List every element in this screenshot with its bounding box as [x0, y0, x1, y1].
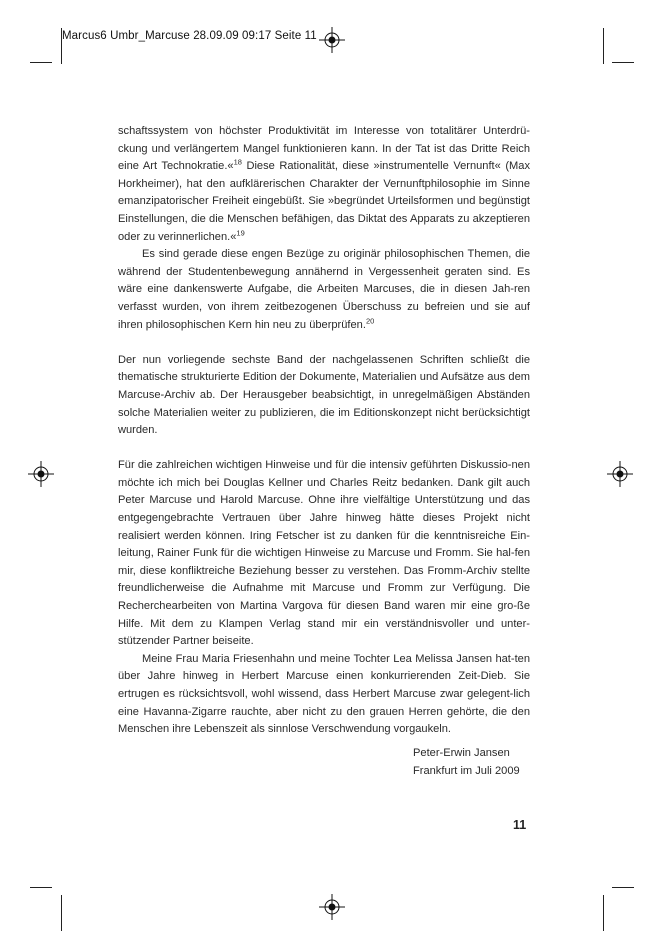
print-slug: Marcus6 Umbr_Marcuse 28.09.09 09:17 Seite 11: [62, 30, 317, 42]
author-name: Peter-Erwin Jansen: [413, 747, 510, 759]
paragraph-gap: [118, 334, 530, 352]
signature-block: [413, 745, 520, 780]
crop-mark: [603, 895, 604, 931]
crop-mark: [612, 887, 634, 888]
paragraph: Es sind gerade diese engen Bezüge zu originär philosophischen Themen, die während der Studentenbewegung annähernd in Vergessenheit geraten sind. Es wäre eine dankenswerte Aufgabe, die Arbeiten Marcuses, die in diesen Jah-ren verfasst wurden, von ihrem zeitbezogenen Überschuss zu befreien und sie auf ihren philosophischen Kern hin neu zu überprüfen.$^{20}$: [118, 248, 530, 331]
footnote-ref: 20: [365, 315, 375, 325]
place-date: Frankfurt im Juli 2009: [413, 764, 520, 777]
paragraph: Meine Frau Maria Friesenhahn und meine Tochter Lea Melissa Jansen hat-ten über Jahre hinweg in Herbert Marcuse einen konkurrierenden Zeit-Dieb. Sie ertrugen es rücksichtsvoll, wohl wissend, dass Herbert Marcuse zwar gelegent-lich eine Havanna-Zigarre rauchte, aber nicht zu den grauen Herren gehörte, die den Menschen ihre Lebenszeit als sinnlose Verschwendung vorgaukeln.: [118, 652, 530, 736]
page-number: 11: [513, 818, 527, 832]
footnote-ref: 18: [233, 157, 242, 167]
registration-mark-icon: [607, 461, 633, 487]
paragraph: Der nun vorliegende sechste Band der nachgelassenen Schriften schließt die thematische strukturierte Edition der Dokumente, Materialien und Aufsätze aus dem Marcuse-Archiv ab. Der Herausgeber beabsichtigt, in unregelmäßigen Abständen solche Materialien weiter zu publizieren, die im Editionskonzept nicht berücksichtigt wurden.: [118, 353, 530, 437]
paragraph: schaftssystem von höchster Produktivität im Interesse von totalitärer Unterdrü-ckung und verlängertem Mangel funktionieren kann. In der Tat ist das Dritte Reich eine Art Technokratie.«$^{18}$ Diese Rationalität, diese »instrumentelle Vernunft« (Max Horkheimer), hat den aufklärerischen Charakter der Vernunftphilosophie im Sinne emanzipatorischer Freiheit eingebüßt. Sie »begründet Urteilsformen und begünstigt Einstellungen, die die Menschen befähigen, das Diktat des Apparats zu akzeptieren oder zu verinnerlichen.«$^{19}$: [118, 125, 531, 243]
crop-mark: [30, 62, 52, 63]
paragraph: Für die zahlreichen wichtigen Hinweise und für die intensiv geführten Diskussio-nen möchte ich mich bei Douglas Kellner und Charles Reitz bedanken. Dank gilt auch Peter Marcuse und Harold Marcuse. Ohne ihre vielfältige Unterstützung und das entgegengebrachte Vertrauen über Jahre hinweg hätte dieses Projekt nicht realisiert werden können. Iring Fetscher ist zu danken für die kenntnisreiche Ein-leitung, Rainer Funk für die wichtigen Hinweise zu Marcuse und Fromm. Sie hal-fen mir, diese konfliktreiche Beziehung besser zu verstehen. Das Fromm-Archiv stellte freundlicherweise die Aufnahme mit Marcuse und Fromm zur Verfügung. Die Recherchearbeiten von Martina Vargova für diesen Band waren mir eine gro-ße Hilfe. Mit dem zu Klampen Verlag stand mir ein verständnisvoller und unter-stützender Partner beiseite.: [118, 459, 530, 648]
body-text: [118, 123, 530, 739]
registration-mark-icon: [28, 461, 54, 487]
crop-mark: [61, 895, 62, 931]
crop-mark: [603, 28, 604, 64]
paragraph-gap: [118, 440, 530, 458]
crop-mark: [30, 887, 52, 888]
crop-mark: [61, 28, 62, 64]
crop-mark: [612, 62, 634, 63]
registration-mark-icon: [319, 27, 345, 53]
registration-mark-icon: [319, 894, 345, 920]
footnote-ref: 19: [236, 227, 245, 237]
